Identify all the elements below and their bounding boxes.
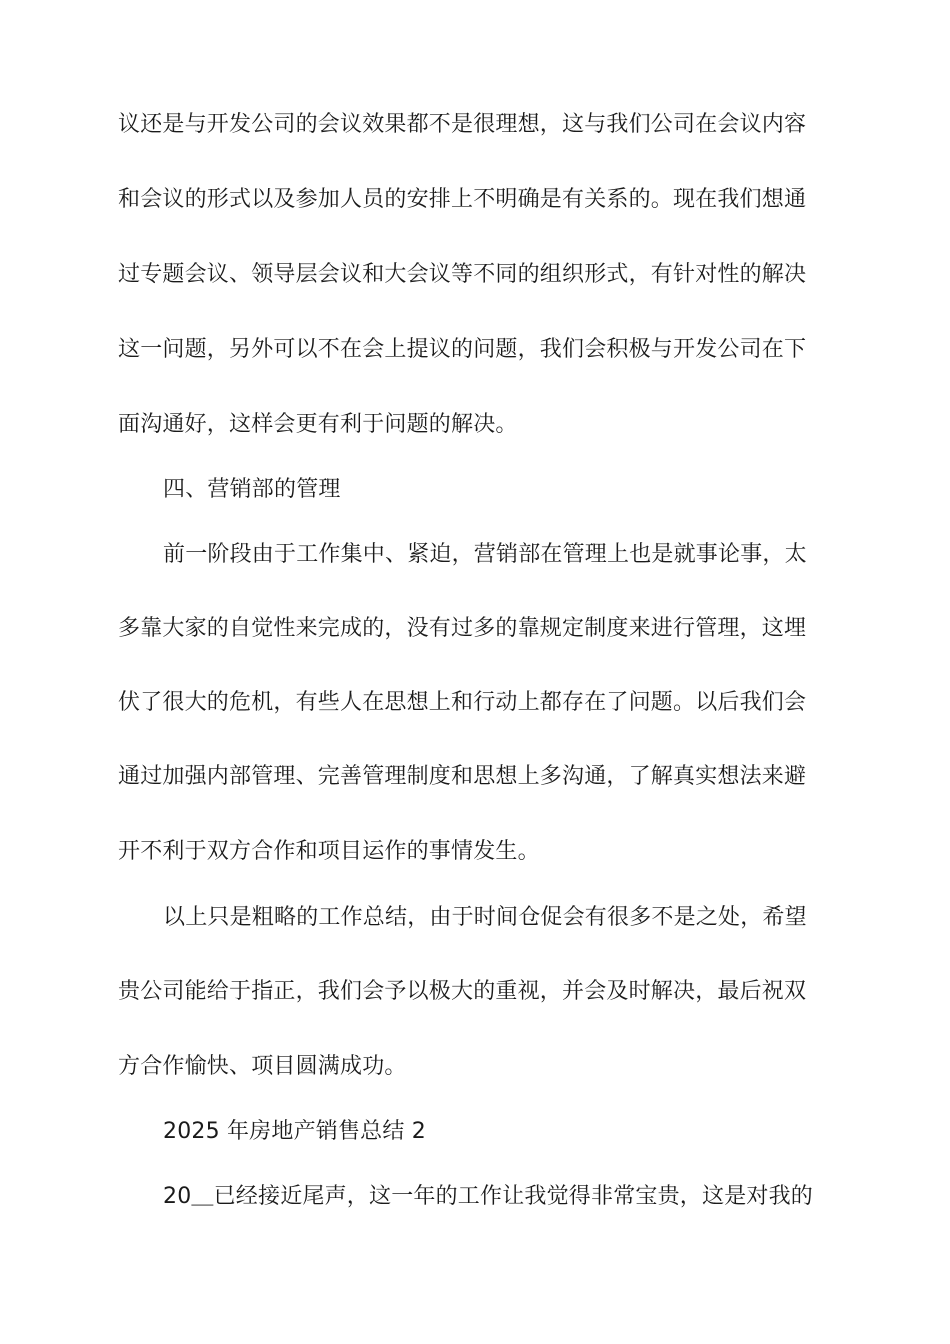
paragraph-line: 和会议的形式以及参加人员的安排上不明确是有关系的。现在我们想通 — [118, 187, 807, 212]
paragraph-line: 通过加强内部管理、完善管理制度和思想上多沟通，了解真实想法来避 — [118, 764, 807, 789]
paragraph-line: 过专题会议、领导层会议和大会议等不同的组织形式，有针对性的解决 — [118, 262, 807, 287]
paragraph-line: 议还是与开发公司的会议效果都不是很理想，这与我们公司在会议内容 — [118, 112, 807, 137]
paragraph-line: 方合作愉快、项目圆满成功。 — [118, 1054, 407, 1079]
section-heading: 四、营销部的管理 — [163, 477, 341, 502]
paragraph-line: 20＿已经接近尾声，这一年的工作让我觉得非常宝贵，这是对我的 — [163, 1184, 813, 1209]
section-title: 2025 年房地产销售总结 2 — [163, 1119, 426, 1144]
paragraph-line: 伏了很大的危机，有些人在思想上和行动上都存在了问题。以后我们会 — [118, 690, 807, 715]
paragraph-line: 贵公司能给于指正，我们会予以极大的重视，并会及时解决，最后祝双 — [118, 979, 807, 1004]
paragraph-line: 前一阶段由于工作集中、紧迫，营销部在管理上也是就事论事，太 — [163, 542, 807, 567]
paragraph-line: 多靠大家的自觉性来完成的，没有过多的靠规定制度来进行管理，这埋 — [118, 616, 807, 641]
paragraph-line: 以上只是粗略的工作总结，由于时间仓促会有很多不是之处，希望 — [163, 905, 807, 930]
paragraph-line: 这一问题，另外可以不在会上提议的问题，我们会积极与开发公司在下 — [118, 337, 807, 362]
paragraph-line: 开不利于双方合作和项目运作的事情发生。 — [118, 839, 540, 864]
paragraph-line: 面沟通好，这样会更有利于问题的解决。 — [118, 412, 518, 437]
